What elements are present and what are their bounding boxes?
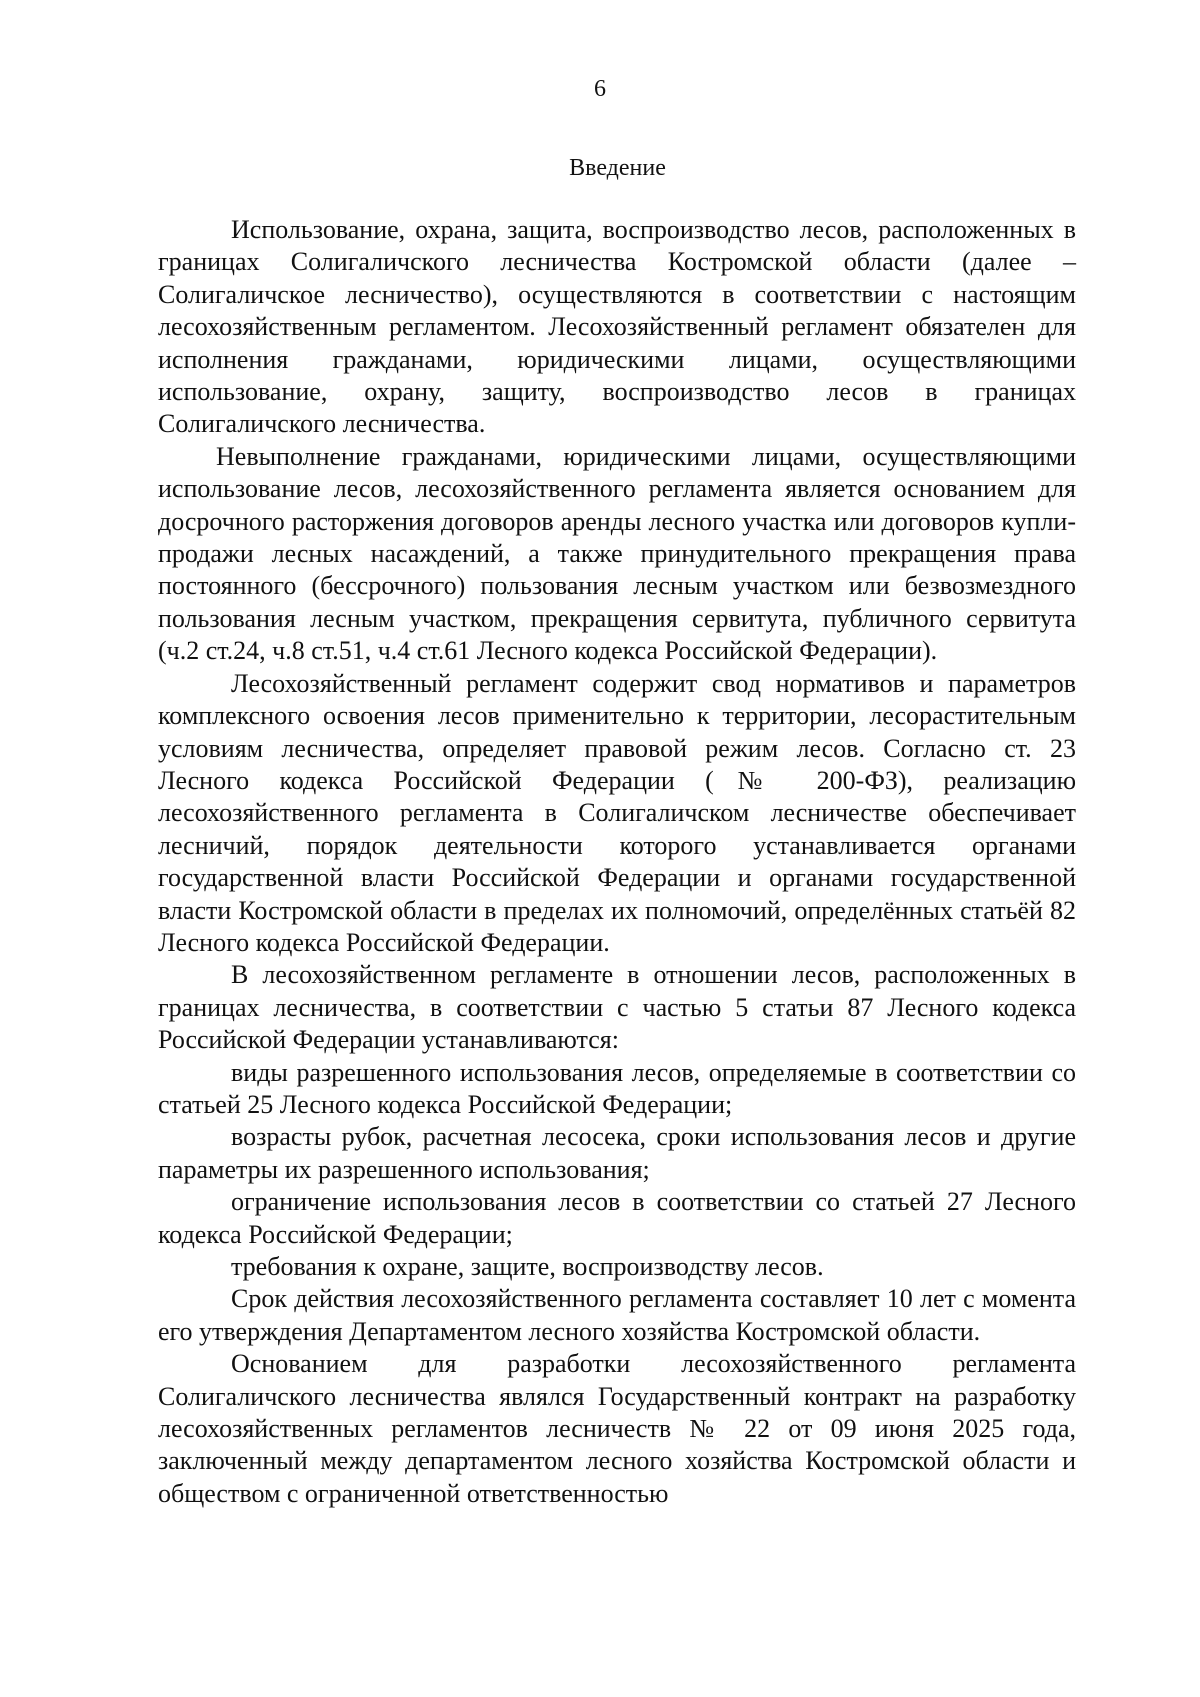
paragraph-development-basis: Основанием для разработки лесохозяйственного регламента Солигаличского лесничества являлся Государственный контракт на разработку лесохозяйственных регламентов лесничеств № 22 от 09 июня 2025 года, заключенный между департаментом лесного хозяйства Костромской области и обществом с ограниченной ответственностью [158,1349,1076,1508]
paragraph-regulation-content: Лесохозяйственный регламент содержит свод нормативов и параметров комплексного освоения лесов применительно к территории, лесорастительным условиям лесничества, определяет правовой режим лесов. Согласно ст. 23 Лесного кодекса Российской Федерации (№ 200-ФЗ), реализацию лесохозяйственного регламента в Солигаличском лесничестве обеспечивает лесничий, порядок деятельности которого устанавливается органами государственной власти Российской Федерации и органами государственной власти Костромской области в пределах их полномочий, определённых статьёй 82 Лесного кодекса Российской Федерации. [158,668,1076,957]
list-item-cutting-ages: возрасты рубок, расчетная лесосека, сроки использования лесов и другие параметры их разрешенного использования; [158,1122,1076,1184]
list-item-use-restrictions: ограничение использования лесов в соответствии со статьей 27 Лесного кодекса Российской Федерации; [158,1187,1076,1249]
paragraph-established-items: В лесохозяйственном регламенте в отношении лесов, расположенных в границах лесничества, в соответствии с частью 5 статьи 87 Лесного кодекса Российской Федерации устанавливаются: [158,960,1076,1055]
body-text [158,214,1076,1510]
section-heading: Введение [569,155,666,181]
list-item-permitted-uses: виды разрешенного использования лесов, определяемые в соответствии со статьей 25 Лесного кодекса Российской Федерации; [158,1057,1076,1119]
paragraph-usage: Использование, охрана, защита, воспроизводство лесов, расположенных в границах Солигаличского лесничества Костромской области (далее – Солигаличское лесничество), осуществляются в соответствии с настоящим лесохозяйственным регламентом. Лесохозяйственный регламент обязателен для исполнения гражданами, юридическими лицами, осуществляющими использование, охрану, защиту, воспроизводство лесов в границах Солигаличского лесничества. [158,215,1076,439]
page-number: 6 [594,76,606,102]
paragraph-validity-period: Срок действия лесохозяйственного регламента составляет 10 лет с момента его утверждения Департаментом лесного хозяйства Костромской области. [158,1284,1076,1346]
paragraph-noncompliance: Невыполнение гражданами, юридическими лицами, осуществляющими использование лесов, лесохозяйственного регламента является основанием для досрочного расторжения договоров аренды лесного участка или договоров купли-продажи лесных насаждений, а также принудительного прекращения права постоянного (бессрочного) пользования лесным участком или безвозмездного пользования лесным участком, прекращения сервитута, публичного сервитута (ч.2 ст.24, ч.8 ст.51, ч.4 ст.61 Лесного кодекса Российской Федерации). [158,441,1076,666]
list-item-protection-requirements: требования к охране, защите, воспроизводству лесов. [231,1252,824,1281]
